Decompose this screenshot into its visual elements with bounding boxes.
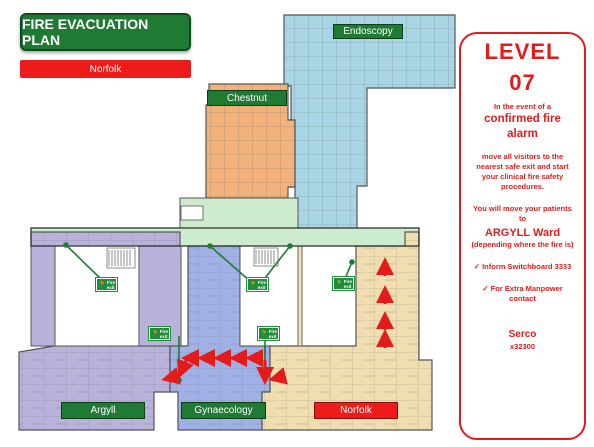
level-title: LEVEL [484, 39, 561, 64]
running-figure-icon: 🏃 [98, 281, 107, 288]
ward-banner: Norfolk [20, 60, 191, 78]
running-figure-icon: 🏃 [260, 330, 269, 337]
gynaecology-label: Gynaecology [181, 402, 266, 419]
fire-exit-sign: 🏃 Fire exit [98, 279, 115, 290]
endoscopy-label: Endoscopy [333, 24, 403, 39]
instruction-note: (depending where the fire is) [471, 240, 574, 249]
running-figure-icon: 🏃 [335, 280, 344, 287]
fire-exit-sign: 🏃 Fire exit [335, 278, 352, 289]
argyll-label: Argyll [61, 402, 145, 419]
plan-title: FIRE EVACUATION PLAN [20, 13, 191, 51]
running-figure-icon: 🏃 [151, 330, 160, 337]
endoscopy-zone [284, 15, 455, 232]
checklist-item: ✓ For Extra Manpower contact [482, 284, 563, 303]
fire-exit-sign: 🏃 Fire exit [260, 328, 277, 339]
contact-extension: x32300 [509, 342, 536, 351]
fire-exit-sign: 🏃 Fire exit [249, 279, 266, 290]
running-figure-icon: 🏃 [249, 281, 258, 288]
instruction-paragraph: move all visitors to the nearest safe exit and start your clinical fire safety procedures. [476, 152, 569, 191]
checklist-item: ✓ Inform Switchboard 3333 [473, 262, 572, 271]
instruction-emphasis: confirmed fire [484, 113, 561, 125]
instruction-emphasis: alarm [507, 128, 538, 140]
instruction-line: In the event of a [493, 102, 552, 111]
instruction-paragraph: to [518, 214, 527, 223]
norfolk-label: Norfolk [314, 402, 398, 419]
chestnut-label: Chestnut [207, 90, 287, 106]
instruction-paragraph: You will move your patients [473, 204, 572, 213]
level-number: 07 [509, 70, 536, 95]
instruction-panel [459, 32, 586, 440]
fire-exit-sign: 🏃 Fire exit [151, 328, 168, 339]
target-ward: ARGYLL Ward [484, 227, 561, 239]
contact-name: Serco [508, 329, 537, 340]
